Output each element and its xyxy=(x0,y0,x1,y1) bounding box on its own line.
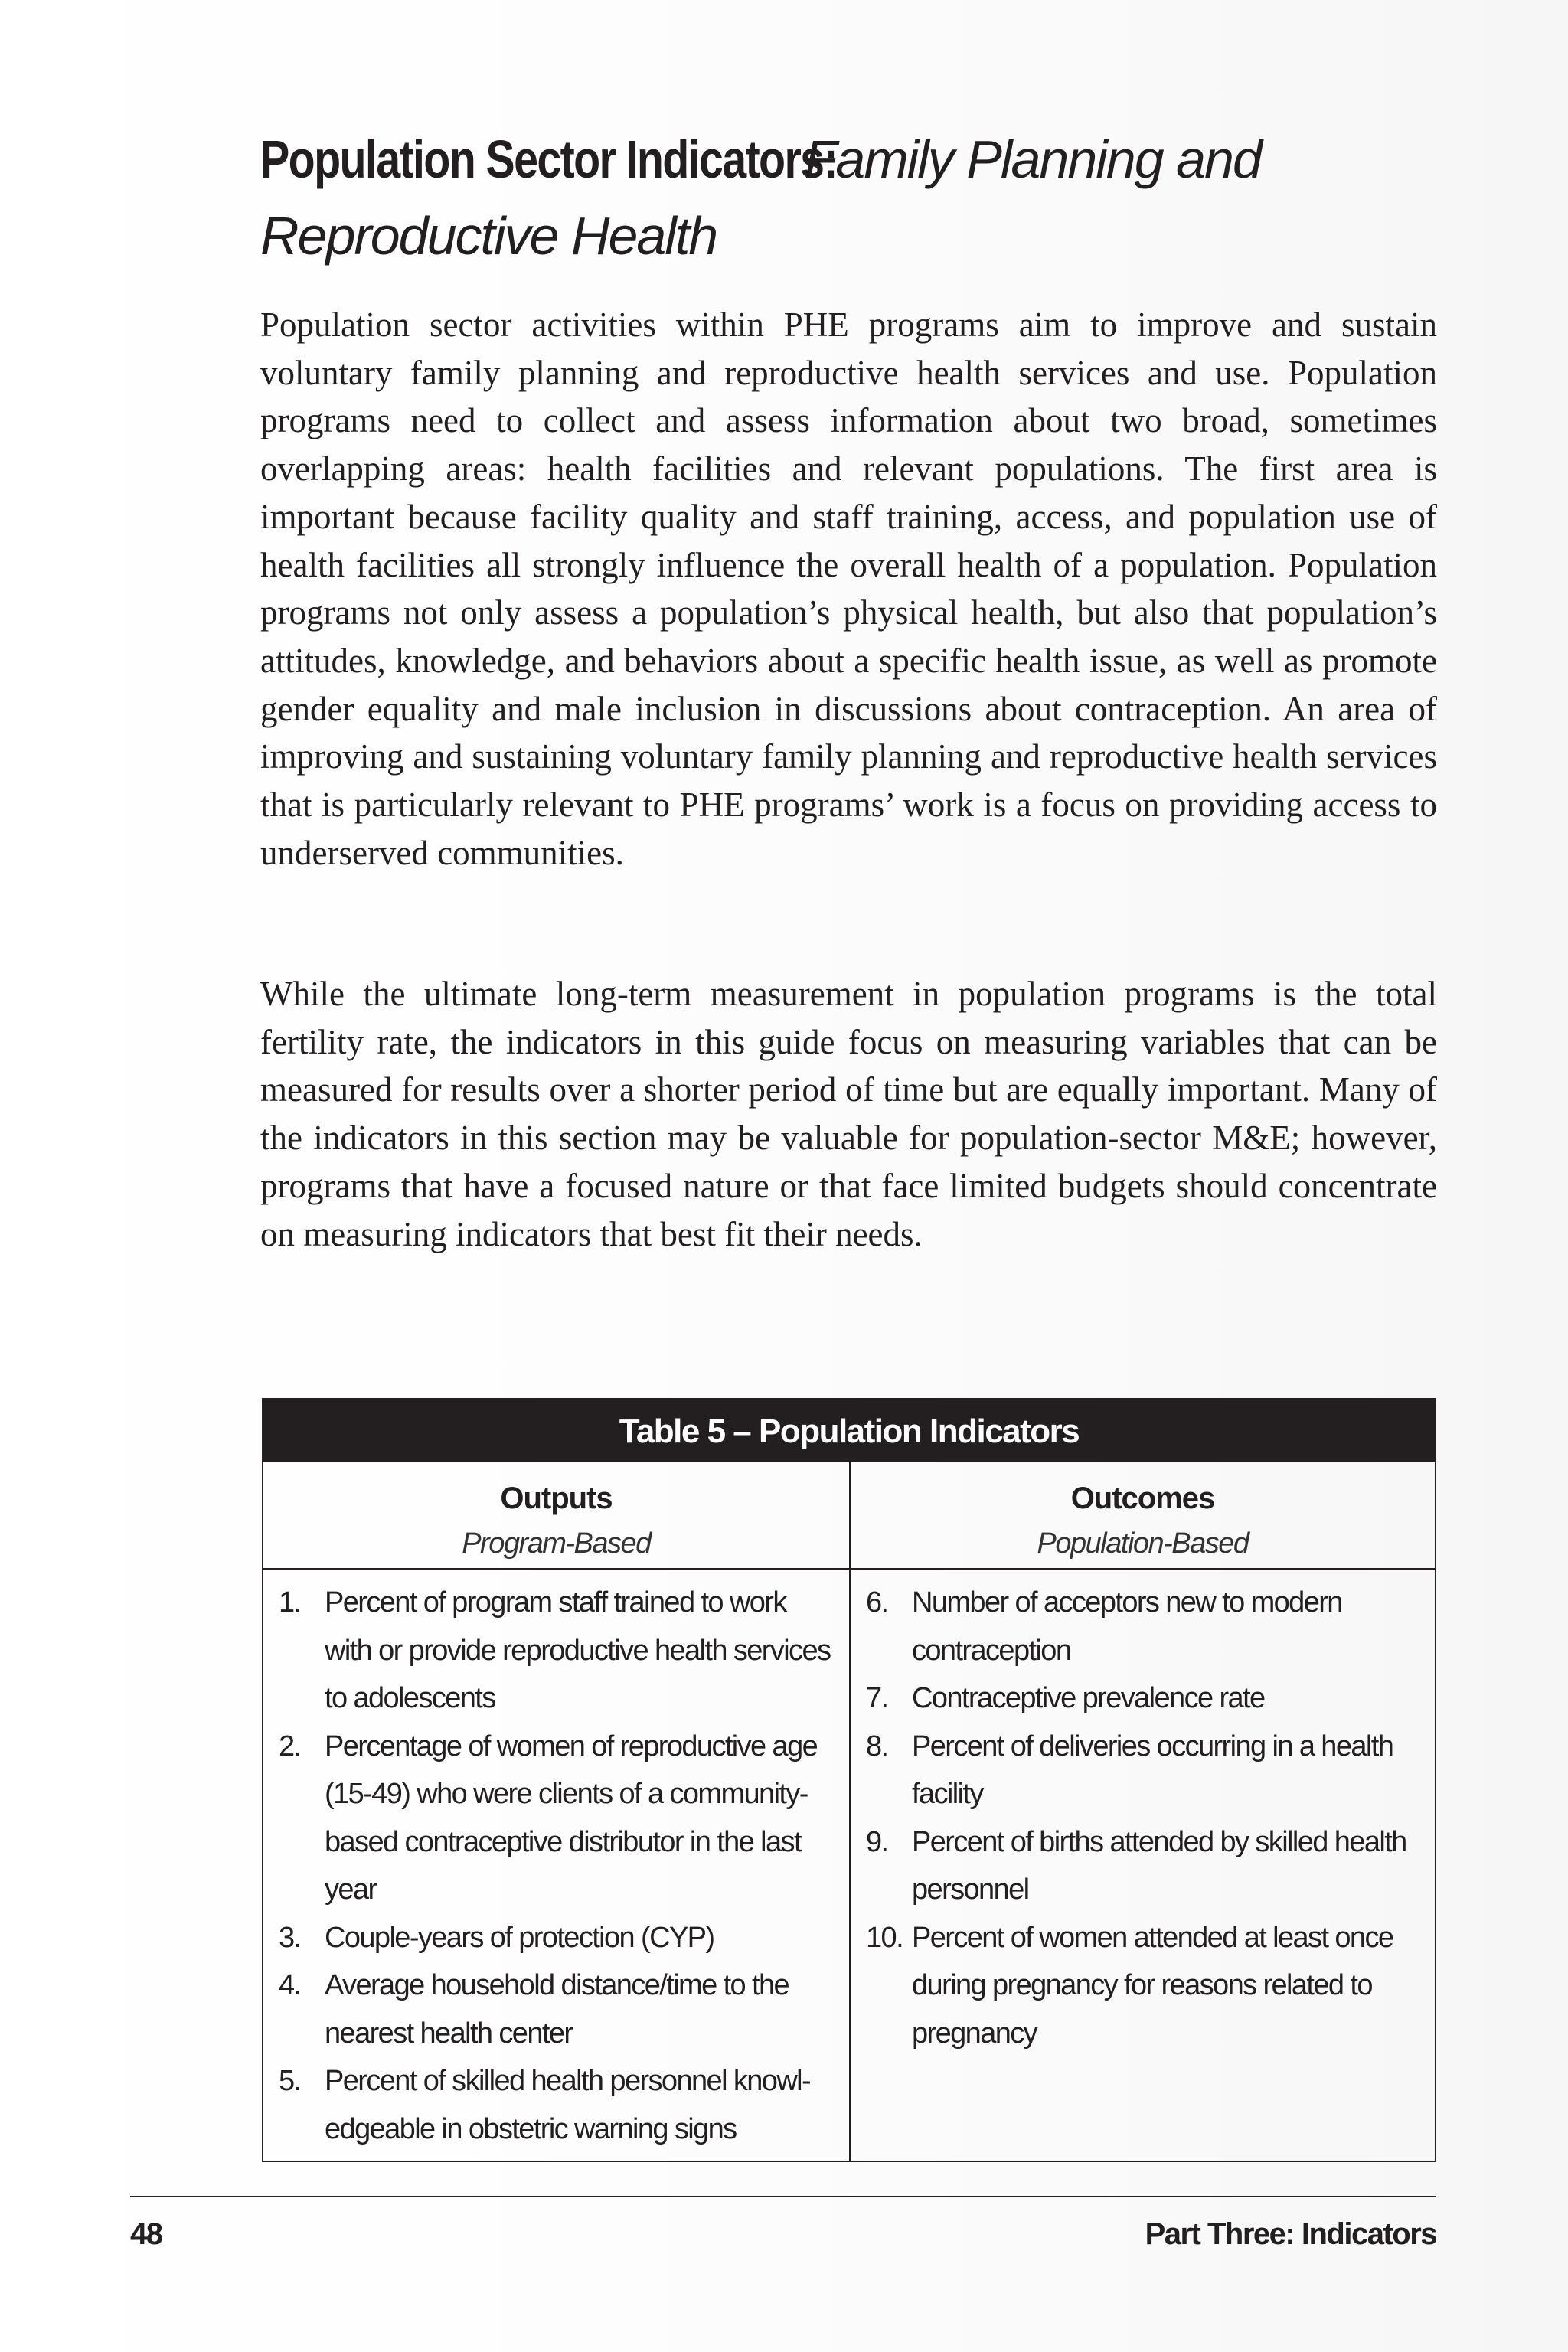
outcomes-subtitle: Population-Based xyxy=(1037,1527,1249,1560)
indicator-text: Percent of women attended at least once during pregnancy for reasons related to pregnancy xyxy=(912,1921,1393,2050)
indicator-number: 10. xyxy=(866,1921,903,1954)
indicator-number: 9. xyxy=(866,1825,888,1858)
section-heading xyxy=(260,121,1439,274)
heading-italic-line2: Reproductive Health xyxy=(260,206,717,266)
indicator-text: Percentage of women of reproductive age (15-49) who were clients of a community-based contraceptive distributor in the last year xyxy=(325,1730,818,1906)
outputs-column xyxy=(263,1462,849,2161)
heading-italic-line1: Family Planning and xyxy=(804,129,1261,189)
indicator-number: 1. xyxy=(279,1586,301,1619)
indicator-text: Percent of program staff trained to work with or provide reproductive health services to adolescents xyxy=(325,1586,831,1714)
indicator-item xyxy=(851,1579,1435,1674)
indicator-item xyxy=(851,1914,1435,2058)
indicator-number: 5. xyxy=(279,2065,301,2097)
indicator-item xyxy=(263,2057,849,2153)
indicator-number: 6. xyxy=(866,1586,888,1619)
indicator-text: Number of acceptors new to modern contraception xyxy=(912,1586,1342,1667)
indicator-text: Percent of deliveries occurring in a health facility xyxy=(912,1730,1393,1810)
indicator-text: Percent of births attended by skilled health personnel xyxy=(912,1825,1406,1906)
indicator-number: 8. xyxy=(866,1730,888,1762)
indicator-item xyxy=(263,1962,849,2057)
indicator-item xyxy=(263,1914,849,1962)
footer-section-title: Part Three: Indicators xyxy=(1145,2217,1436,2251)
indicator-number: 7. xyxy=(866,1682,888,1714)
footer-divider xyxy=(130,2196,1436,2197)
indicator-number: 3. xyxy=(279,1921,301,1954)
population-indicators-table xyxy=(262,1398,1436,2162)
outputs-list xyxy=(263,1570,849,2161)
body-paragraph-1: Population sector activities within PHE programs aim to improve and sustain voluntary family planning and reproductive health services and use. Population programs need to collect and assess information about two broad, sometimes overlapping areas: health facilities and relevant populations. The first area is important because facility quality and staff training, access, and population use of health facilities all strongly influence the overall health of a population. Population programs not only assess a population’s physical health, but also that population’s attitudes, knowledge, and behaviors about a specific health issue, as well as promote gender equality and male inclusion in discussions about contraception. An area of improving and sustaining voluntary family planning and reproductive health services that is particularly relevant to PHE programs’ work is a focus on providing access to underserved communities. xyxy=(260,305,1437,872)
table-title: Table 5 – Population Indicators xyxy=(263,1400,1435,1462)
indicator-text: Contraceptive prevalence rate xyxy=(912,1682,1265,1714)
page-number: 48 xyxy=(130,2217,162,2251)
outcomes-list xyxy=(851,1570,1435,2065)
indicator-item xyxy=(851,1674,1435,1723)
outputs-subtitle: Program-Based xyxy=(462,1527,651,1560)
heading-bold: Population Sector Indicators: xyxy=(260,129,837,189)
indicator-text: Couple-years of protection (CYP) xyxy=(325,1921,714,1954)
indicator-text: Percent of skilled health personnel knowledgeable in obstetric warning signs xyxy=(325,2065,812,2145)
body-paragraph-2: While the ultimate long-term measurement in population programs is the total fertility rate, the indicators in this guide focus on measuring variables that can be measured for results over a shorter period of time but are equally important. Many of the indicators in this section may be valuable for population-sector M&E; however, programs that have a focused nature or that face limited budgets should concentrate on measuring indicators that best fit their needs. xyxy=(260,975,1437,1253)
outcomes-column xyxy=(849,1462,1435,2161)
indicator-item xyxy=(851,1818,1435,1914)
indicator-text: Average household distance/time to the nearest health center xyxy=(325,1969,789,2050)
indicator-number: 4. xyxy=(279,1969,301,2001)
outputs-title: Outputs xyxy=(500,1481,612,1515)
outcomes-title: Outcomes xyxy=(1070,1481,1215,1515)
indicator-item xyxy=(263,1723,849,1914)
indicator-number: 2. xyxy=(279,1730,301,1762)
indicator-item xyxy=(263,1579,849,1723)
indicator-item xyxy=(851,1723,1435,1818)
